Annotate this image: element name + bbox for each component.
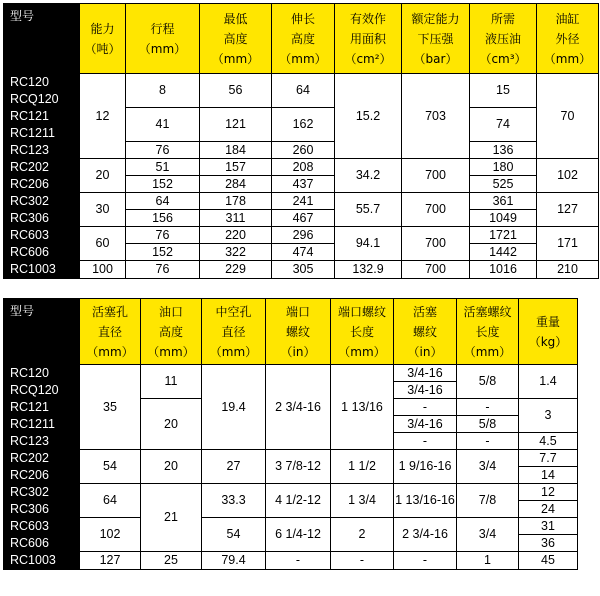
oil-cell: 525 bbox=[470, 176, 537, 193]
port-thread-cell: 6 1/4-12 bbox=[266, 518, 331, 552]
table-row bbox=[4, 552, 578, 570]
header-row bbox=[4, 299, 578, 365]
table-row bbox=[4, 365, 578, 382]
piston-thread-cell: - bbox=[394, 433, 457, 450]
ext-height-cell: 64 bbox=[272, 74, 335, 108]
cyl-od-cell: 210 bbox=[537, 261, 599, 279]
min-height-cell: 284 bbox=[200, 176, 272, 193]
model-cell: RC1003 bbox=[4, 261, 80, 279]
ext-height-cell: 467 bbox=[272, 210, 335, 227]
hollow-cell: 79.4 bbox=[202, 552, 266, 570]
piston-thread-cell: 1 9/16-16 bbox=[394, 450, 457, 484]
port-height-cell: 11 bbox=[141, 365, 202, 399]
table-row bbox=[4, 261, 599, 279]
model-cell: RC123 bbox=[4, 142, 80, 159]
capacity-cell: 20 bbox=[80, 159, 126, 193]
table-row bbox=[4, 159, 599, 176]
port-len-cell: 2 bbox=[331, 518, 394, 552]
header-min-height: 最低 高度 （mm） bbox=[200, 4, 272, 74]
table-row bbox=[4, 227, 599, 244]
model-cell: RC302 bbox=[4, 193, 80, 210]
table-row bbox=[4, 74, 599, 91]
capacity-cell: 60 bbox=[80, 227, 126, 261]
header-hollow: 中空孔 直径 （mm） bbox=[202, 299, 266, 365]
table-row bbox=[4, 193, 599, 210]
pressure-cell: 700 bbox=[402, 193, 470, 227]
min-height-cell: 56 bbox=[200, 74, 272, 108]
pressure-cell: 700 bbox=[402, 159, 470, 193]
model-cell: RC603 bbox=[4, 227, 80, 244]
port-len-cell: - bbox=[331, 552, 394, 570]
model-cell: RCQ120 bbox=[4, 382, 80, 399]
ext-height-cell: 260 bbox=[272, 142, 335, 159]
bore-cell: 64 bbox=[80, 484, 141, 518]
weight-cell: 3 bbox=[519, 399, 578, 433]
area-cell: 132.9 bbox=[335, 261, 402, 279]
oil-cell: 1442 bbox=[470, 244, 537, 261]
oil-cell: 74 bbox=[470, 108, 537, 142]
pressure-cell: 703 bbox=[402, 74, 470, 159]
bore-cell: 35 bbox=[80, 365, 141, 450]
capacity-cell: 30 bbox=[80, 193, 126, 227]
oil-cell: 180 bbox=[470, 159, 537, 176]
weight-cell: 36 bbox=[519, 535, 578, 552]
ext-height-cell: 296 bbox=[272, 227, 335, 244]
header-ext-height: 伸长 高度 （mm） bbox=[272, 4, 335, 74]
weight-cell: 4.5 bbox=[519, 433, 578, 450]
capacity-cell: 100 bbox=[80, 261, 126, 279]
piston-thread-cell: 1 13/16-16 bbox=[394, 484, 457, 518]
table-row bbox=[4, 484, 578, 501]
table-row bbox=[4, 450, 578, 467]
spec-table-1 bbox=[3, 3, 599, 279]
header-piston-len: 活塞螺纹 长度 （mm） bbox=[457, 299, 519, 365]
min-height-cell: 157 bbox=[200, 159, 272, 176]
piston-len-cell: 7/8 bbox=[457, 484, 519, 518]
model-cell: RC306 bbox=[4, 501, 80, 518]
cyl-od-cell: 171 bbox=[537, 227, 599, 261]
weight-cell: 7.7 bbox=[519, 450, 578, 467]
piston-thread-cell: 3/4-16 bbox=[394, 365, 457, 382]
model-cell: RC606 bbox=[4, 244, 80, 261]
stroke-cell: 152 bbox=[126, 176, 200, 193]
ext-height-cell: 162 bbox=[272, 108, 335, 142]
hollow-cell: 33.3 bbox=[202, 484, 266, 518]
piston-len-cell: - bbox=[457, 433, 519, 450]
area-cell: 34.2 bbox=[335, 159, 402, 193]
header-piston-thread: 活塞 螺纹 （in） bbox=[394, 299, 457, 365]
piston-len-cell: 3/4 bbox=[457, 450, 519, 484]
model-cell: RC120 bbox=[4, 74, 80, 91]
header-port-thread: 端口 螺纹 （in） bbox=[266, 299, 331, 365]
stroke-cell: 156 bbox=[126, 210, 200, 227]
model-cell: RC121 bbox=[4, 399, 80, 416]
port-thread-cell: 3 7/8-12 bbox=[266, 450, 331, 484]
model-cell: RC302 bbox=[4, 484, 80, 501]
oil-cell: 15 bbox=[470, 74, 537, 108]
weight-cell: 24 bbox=[519, 501, 578, 518]
model-cell: RC120 bbox=[4, 365, 80, 382]
model-cell: RC306 bbox=[4, 210, 80, 227]
stroke-cell: 41 bbox=[126, 108, 200, 142]
min-height-cell: 220 bbox=[200, 227, 272, 244]
port-len-cell: 1 1/2 bbox=[331, 450, 394, 484]
stroke-cell: 51 bbox=[126, 159, 200, 176]
stroke-cell: 8 bbox=[126, 74, 200, 108]
hollow-cell: 19.4 bbox=[202, 365, 266, 450]
header-area: 有效作 用面积 （cm²） bbox=[335, 4, 402, 74]
model-cell: RC123 bbox=[4, 433, 80, 450]
weight-cell: 45 bbox=[519, 552, 578, 570]
model-cell: RC603 bbox=[4, 518, 80, 535]
model-cell: RC202 bbox=[4, 450, 80, 467]
hollow-cell: 54 bbox=[202, 518, 266, 552]
stroke-cell: 76 bbox=[126, 261, 200, 279]
piston-len-cell: 5/8 bbox=[457, 365, 519, 399]
piston-thread-cell: - bbox=[394, 552, 457, 570]
header-port-len: 端口螺纹 长度 （mm） bbox=[331, 299, 394, 365]
header-port-height: 油口 高度 （mm） bbox=[141, 299, 202, 365]
ext-height-cell: 208 bbox=[272, 159, 335, 176]
weight-cell: 14 bbox=[519, 467, 578, 484]
model-cell: RC606 bbox=[4, 535, 80, 552]
model-cell: RCQ120 bbox=[4, 91, 80, 108]
weight-cell: 12 bbox=[519, 484, 578, 501]
model-cell: RC202 bbox=[4, 159, 80, 176]
model-cell: RC1211 bbox=[4, 416, 80, 433]
port-height-cell: 20 bbox=[141, 450, 202, 484]
table-row bbox=[4, 518, 578, 535]
weight-cell: 1.4 bbox=[519, 365, 578, 399]
model-cell: RC1211 bbox=[4, 125, 80, 142]
header-capacity: 能力 （吨） bbox=[80, 4, 126, 74]
piston-len-cell: 1 bbox=[457, 552, 519, 570]
min-height-cell: 178 bbox=[200, 193, 272, 210]
model-cell: RC206 bbox=[4, 176, 80, 193]
bore-cell: 127 bbox=[80, 552, 141, 570]
ext-height-cell: 437 bbox=[272, 176, 335, 193]
min-height-cell: 121 bbox=[200, 108, 272, 142]
min-height-cell: 311 bbox=[200, 210, 272, 227]
ext-height-cell: 305 bbox=[272, 261, 335, 279]
stroke-cell: 64 bbox=[126, 193, 200, 210]
header-stroke: 行程 （mm） bbox=[126, 4, 200, 74]
oil-cell: 1721 bbox=[470, 227, 537, 244]
port-thread-cell: - bbox=[266, 552, 331, 570]
header-weight: 重量 （kg） bbox=[519, 299, 578, 365]
oil-cell: 1049 bbox=[470, 210, 537, 227]
model-cell: RC121 bbox=[4, 108, 80, 125]
area-cell: 94.1 bbox=[335, 227, 402, 261]
header-oil: 所需 液压油 （cm³） bbox=[470, 4, 537, 74]
port-len-cell: 1 3/4 bbox=[331, 484, 394, 518]
port-thread-cell: 2 3/4-16 bbox=[266, 365, 331, 450]
model-cell: RC1003 bbox=[4, 552, 80, 570]
header-cyl-od: 油缸 外径 （mm） bbox=[537, 4, 599, 74]
pressure-cell: 700 bbox=[402, 261, 470, 279]
port-thread-cell: 4 1/2-12 bbox=[266, 484, 331, 518]
header-bore: 活塞孔 直径 （mm） bbox=[80, 299, 141, 365]
piston-len-cell: 3/4 bbox=[457, 518, 519, 552]
bore-cell: 102 bbox=[80, 518, 141, 552]
area-cell: 55.7 bbox=[335, 193, 402, 227]
header-model: 型号 bbox=[4, 299, 80, 365]
piston-len-cell: - bbox=[457, 399, 519, 416]
min-height-cell: 184 bbox=[200, 142, 272, 159]
oil-cell: 361 bbox=[470, 193, 537, 210]
cyl-od-cell: 70 bbox=[537, 74, 599, 159]
pressure-cell: 700 bbox=[402, 227, 470, 261]
cyl-od-cell: 127 bbox=[537, 193, 599, 227]
spec-table-2 bbox=[3, 298, 578, 570]
piston-thread-cell: 3/4-16 bbox=[394, 382, 457, 399]
oil-cell: 1016 bbox=[470, 261, 537, 279]
piston-thread-cell: 2 3/4-16 bbox=[394, 518, 457, 552]
hollow-cell: 27 bbox=[202, 450, 266, 484]
ext-height-cell: 241 bbox=[272, 193, 335, 210]
area-cell: 15.2 bbox=[335, 74, 402, 159]
ext-height-cell: 474 bbox=[272, 244, 335, 261]
port-len-cell: 1 13/16 bbox=[331, 365, 394, 450]
model-cell: RC206 bbox=[4, 467, 80, 484]
header-model: 型号 bbox=[4, 4, 80, 74]
min-height-cell: 322 bbox=[200, 244, 272, 261]
bore-cell: 54 bbox=[80, 450, 141, 484]
weight-cell: 31 bbox=[519, 518, 578, 535]
piston-thread-cell: 3/4-16 bbox=[394, 416, 457, 433]
stroke-cell: 76 bbox=[126, 227, 200, 244]
piston-len-cell: 5/8 bbox=[457, 416, 519, 433]
header-row bbox=[4, 4, 599, 74]
port-height-cell: 25 bbox=[141, 552, 202, 570]
cyl-od-cell: 102 bbox=[537, 159, 599, 193]
capacity-cell: 12 bbox=[80, 74, 126, 159]
header-pressure: 额定能力 下压强 （bar） bbox=[402, 4, 470, 74]
min-height-cell: 229 bbox=[200, 261, 272, 279]
oil-cell: 136 bbox=[470, 142, 537, 159]
stroke-cell: 152 bbox=[126, 244, 200, 261]
port-height-cell: 20 bbox=[141, 399, 202, 450]
piston-thread-cell: - bbox=[394, 399, 457, 416]
port-height-cell: 21 bbox=[141, 484, 202, 552]
stroke-cell: 76 bbox=[126, 142, 200, 159]
